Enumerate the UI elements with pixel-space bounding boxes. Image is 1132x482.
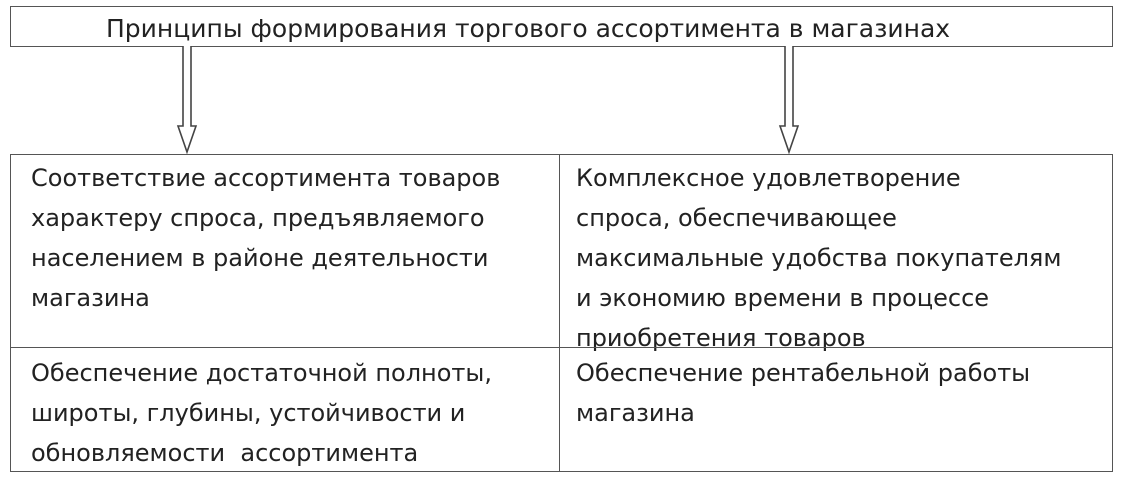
cell-text-line: максимальные удобства покупателям (576, 244, 1062, 272)
principles-grid (10, 154, 1113, 472)
cell-text-line: Комплексное удовлетворение (576, 164, 961, 192)
cell-text-line: Обеспечение рентабельной работы (576, 359, 1031, 387)
principle-cell-profitability (559, 347, 1112, 471)
left-down-arrow-icon (176, 46, 198, 154)
cell-text-line: обновляемости ассортимента (31, 439, 419, 467)
cell-text-line: приобретения товаров (576, 324, 866, 352)
header-box (10, 6, 1113, 47)
principle-cell-demand-match (11, 155, 559, 347)
principle-cell-complex-satisfaction (559, 155, 1112, 352)
cell-text-line: Обеспечение достаточной полноты, (31, 359, 492, 387)
cell-text-line: магазина (31, 284, 150, 312)
cell-text-line: магазина (576, 399, 695, 427)
cell-text-line: Соответствие ассортимента товаров (31, 164, 501, 192)
cell-text-line: населением в районе деятельности (31, 244, 489, 272)
principle-cell-assortment-completeness (11, 347, 559, 471)
cell-text-line: широты, глубины, устойчивости и (31, 399, 466, 427)
cell-text-line: спроса, обеспечивающее (576, 204, 897, 232)
cell-text-line: и экономию времени в процессе (576, 284, 990, 312)
right-down-arrow-icon (778, 46, 800, 154)
cell-text-line: характеру спроса, предъявляемого (31, 204, 485, 232)
diagram-title: Принципы формирования торгового ассортимента в магазинах (106, 14, 951, 43)
